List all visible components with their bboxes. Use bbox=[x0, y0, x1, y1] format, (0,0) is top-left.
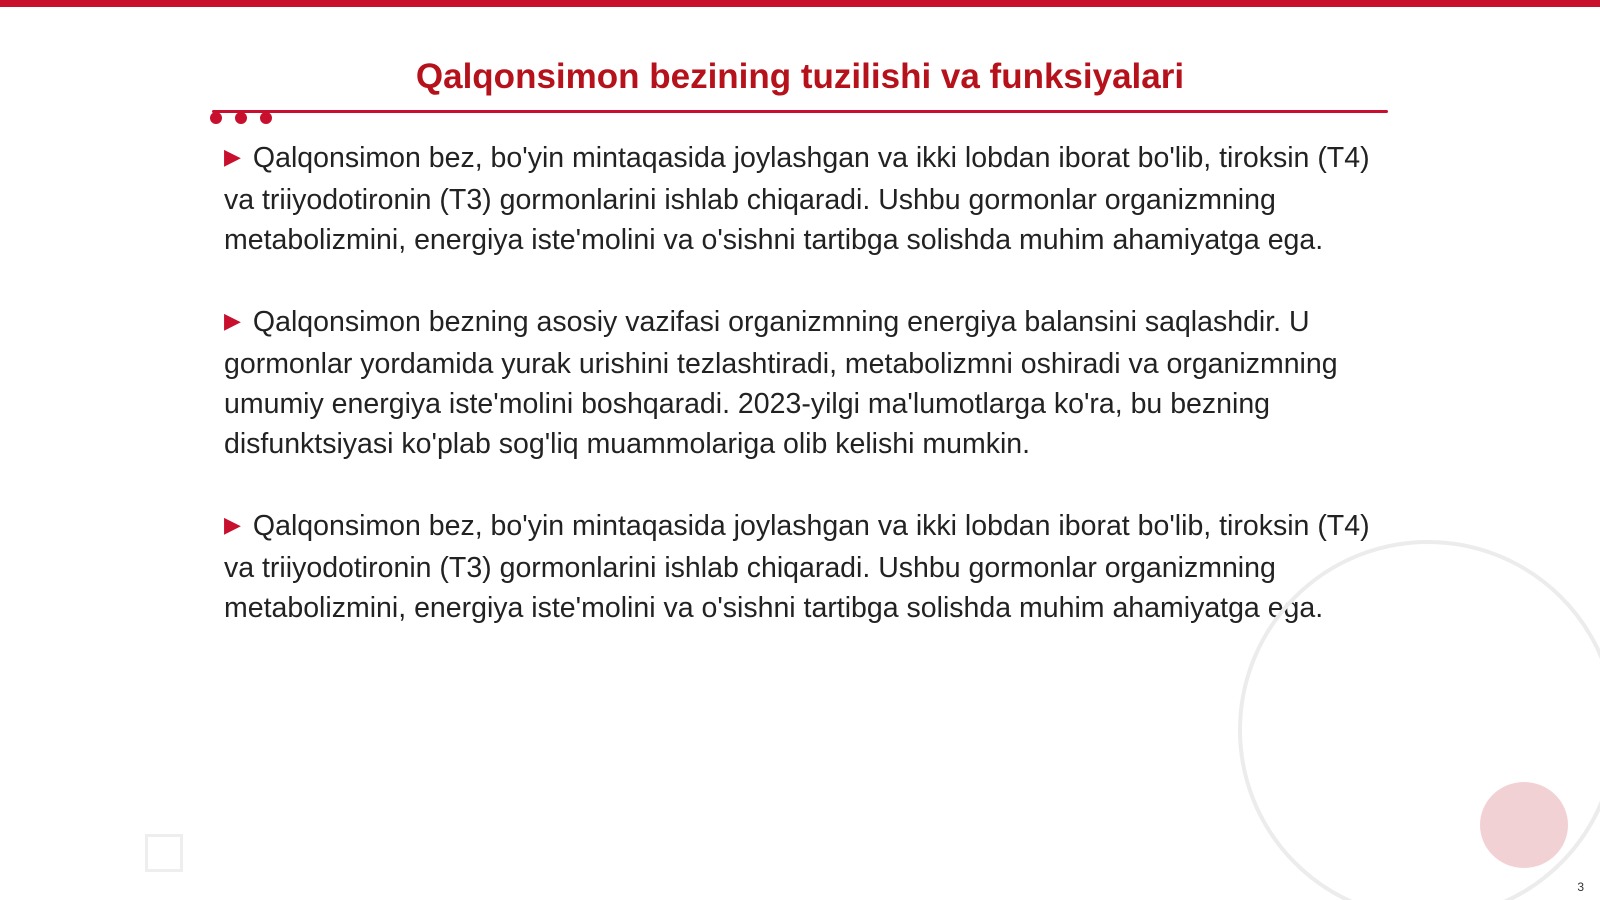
bullet-list bbox=[224, 138, 1384, 670]
title-underline bbox=[212, 110, 1388, 113]
triangle-right-icon: ▶ bbox=[224, 512, 241, 537]
triangle-right-icon: ▶ bbox=[224, 144, 241, 169]
decor-dot bbox=[210, 112, 222, 124]
bullet-text: Qalqonsimon bezning asosiy vazifasi organizmning energiya balansini saqlashdir. U gormonlar yordamida yurak urishini tezlashtiradi, metabolizmni oshiradi va organizmning umumiy energiya iste'molini boshqaradi. 2023-yilgi ma'lumotlarga ko'ra, bu bezning disfunktsiyasi ko'plab sog'liq muammolariga olib kelishi mumkin. bbox=[224, 306, 1338, 460]
bullet-item bbox=[224, 138, 1384, 260]
decor-square-outline bbox=[145, 834, 183, 872]
decor-pink-circle bbox=[1480, 782, 1568, 868]
slide-title: Qalqonsimon bezining tuzilishi va funksiyalari bbox=[415, 57, 1185, 96]
bullet-item bbox=[224, 506, 1384, 628]
decor-dot bbox=[235, 112, 247, 124]
triangle-right-icon: ▶ bbox=[224, 308, 241, 333]
bullet-text: Qalqonsimon bez, bo'yin mintaqasida joylashgan va ikki lobdan iborat bo'lib, tiroksin (T4) va triiyodotironin (T3) gormonlarini ishlab chiqaradi. Ushbu gormonlar organizmning metabolizmini, energiya iste'molini va o'sishni tartibga solishda muhim ahamiyatga ega. bbox=[224, 142, 1370, 256]
page-number: 3 bbox=[1577, 880, 1584, 894]
bullet-text: Qalqonsimon bez, bo'yin mintaqasida joylashgan va ikki lobdan iborat bo'lib, tiroksin (T4) va triiyodotironin (T3) gormonlarini ishlab chiqaradi. Ushbu gormonlar organizmning metabolizmini, energiya iste'molini va o'sishni tartibga solishda muhim ahamiyatga ega. bbox=[224, 510, 1370, 624]
decor-dot bbox=[260, 112, 272, 124]
bullet-item bbox=[224, 302, 1384, 464]
top-accent-bar bbox=[0, 0, 1600, 7]
